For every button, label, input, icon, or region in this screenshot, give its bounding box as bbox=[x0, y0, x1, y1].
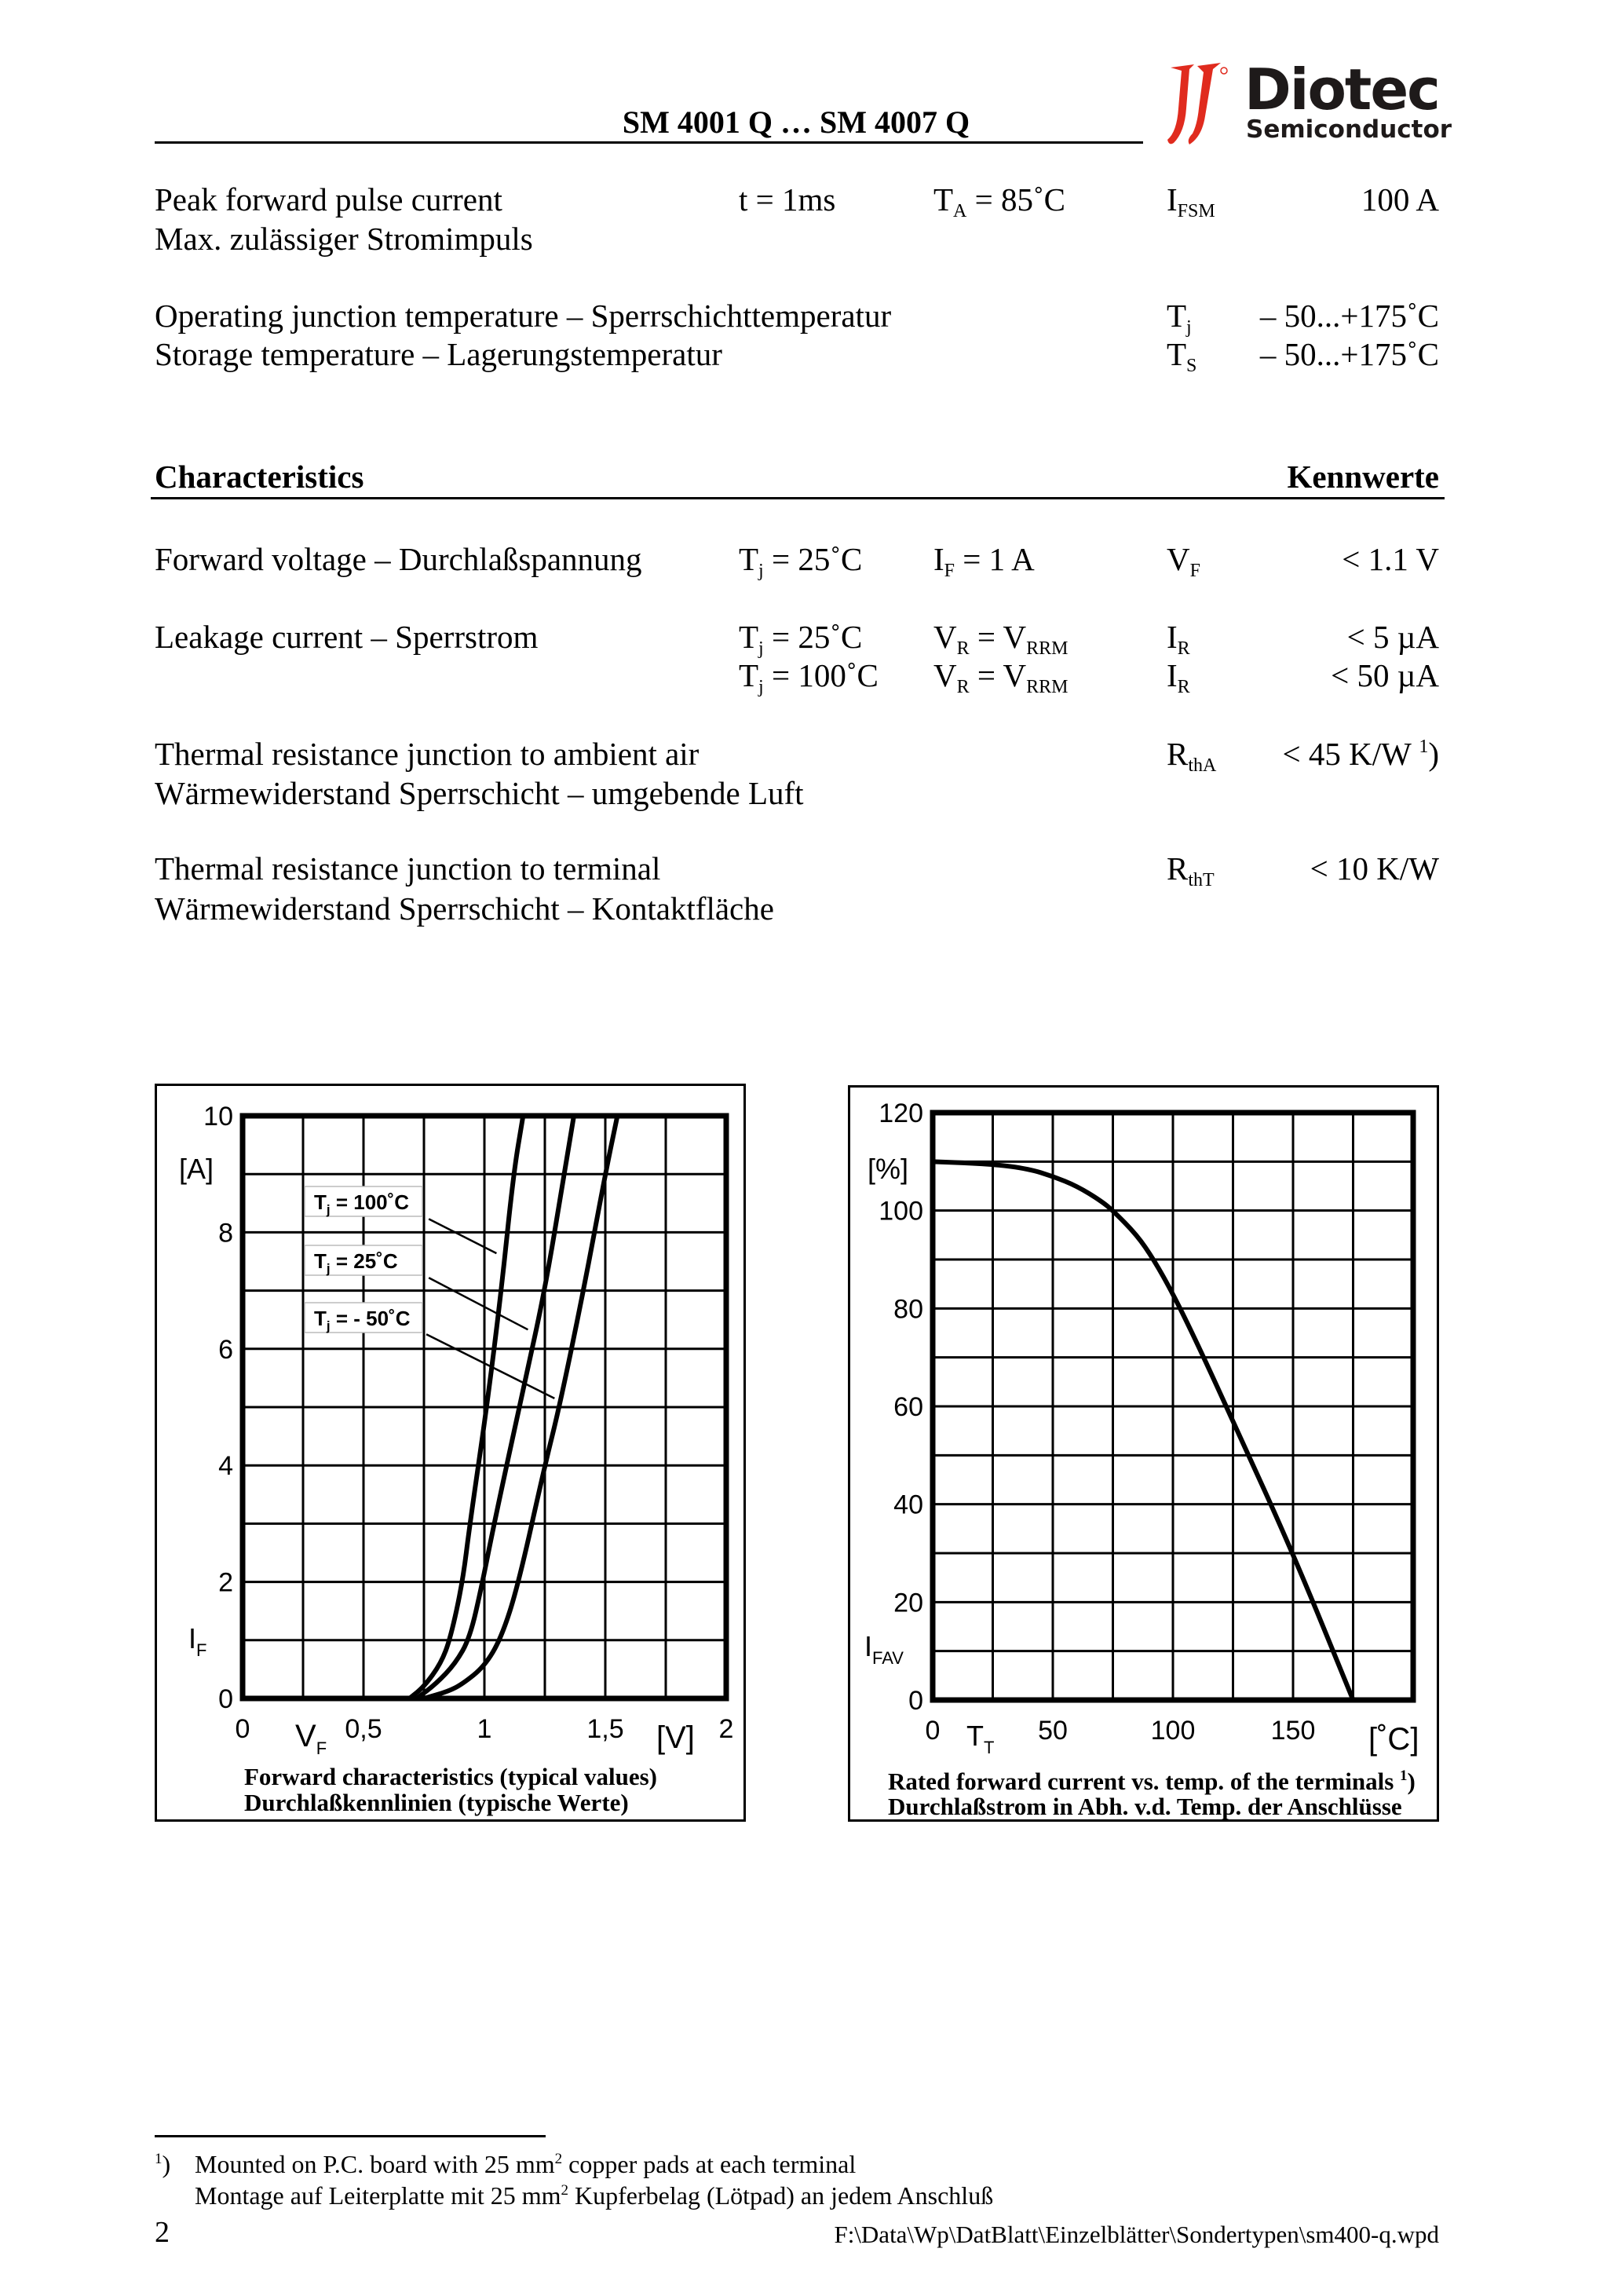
cond-sub: R bbox=[956, 677, 970, 697]
x-tick-label: 2 bbox=[718, 1714, 734, 1744]
char-label-de: Wärmewiderstand Sperrschicht – Kontaktfläche bbox=[155, 890, 774, 927]
symbol-base: T bbox=[1167, 336, 1187, 372]
cond-sub2: RRM bbox=[1026, 638, 1069, 659]
rating-condition-temp bbox=[933, 181, 1066, 221]
char-value: < 1.1 V bbox=[1342, 541, 1439, 577]
rating-label-de: Max. zulässiger Stromimpuls bbox=[155, 221, 533, 257]
symbol-sub: thA bbox=[1188, 755, 1217, 776]
y-tick-label: 80 bbox=[893, 1294, 923, 1325]
symbol-base: I bbox=[1167, 181, 1178, 218]
label-sub: F bbox=[196, 1640, 207, 1660]
superscript: 2 bbox=[561, 2182, 569, 2199]
rating-label-en: Peak forward pulse current bbox=[155, 181, 502, 218]
footnote-line-en bbox=[195, 2152, 856, 2177]
series-label: $T_j$ = - 50˚C bbox=[314, 1307, 411, 1333]
cond-rest: = 25˚C bbox=[763, 541, 863, 577]
cond-base: T bbox=[933, 181, 954, 218]
symbol-base: I bbox=[1167, 657, 1178, 693]
y-axis-unit: [A] bbox=[179, 1153, 214, 1185]
x-tick-label: 100 bbox=[1150, 1716, 1196, 1746]
rating-value: – 50...+175˚C bbox=[1259, 336, 1439, 372]
footnote-close: ) bbox=[162, 2150, 171, 2178]
y-tick-label: 8 bbox=[218, 1218, 233, 1249]
page-number: 2 bbox=[155, 2216, 170, 2249]
diotec-logo bbox=[1166, 57, 1452, 153]
y-axis-label bbox=[864, 1630, 904, 1668]
cond-base: V bbox=[933, 619, 957, 655]
char-label-en: Thermal resistance junction to ambient air bbox=[155, 736, 700, 772]
symbol-base: R bbox=[1167, 736, 1189, 772]
footnote-ref-close: ) bbox=[1407, 1768, 1416, 1795]
char-label-en: Thermal resistance junction to terminal bbox=[155, 850, 661, 887]
x-tick-label: 150 bbox=[1270, 1716, 1316, 1746]
char-cond1 bbox=[739, 657, 879, 697]
page-title: SM 4001 Q … SM 4007 Q bbox=[622, 104, 970, 140]
diotec-logo-mark-icon bbox=[1166, 61, 1229, 148]
rating-symbol bbox=[1167, 298, 1192, 338]
rating-label: Storage temperature – Lagerungstemperatur bbox=[155, 336, 722, 372]
footnote-rule bbox=[155, 2135, 546, 2137]
derating-chart-svg bbox=[850, 1088, 1441, 1824]
symbol-sub: F bbox=[1189, 561, 1200, 581]
series-label: $T_j$ = 100˚C bbox=[314, 1190, 410, 1217]
y-tick-label: 120 bbox=[879, 1099, 923, 1128]
char-cond1 bbox=[739, 619, 863, 659]
label-base: I bbox=[864, 1630, 873, 1662]
text: Mounted on P.C. board with 25 mm bbox=[195, 2150, 555, 2178]
derating-chart bbox=[848, 1085, 1439, 1822]
symbol-sub: j bbox=[1186, 317, 1192, 338]
text: copper pads at each terminal bbox=[562, 2150, 857, 2178]
logo-subtitle: Semiconductor bbox=[1246, 115, 1452, 144]
cond-rest: = 85˚C bbox=[966, 181, 1066, 218]
caption-text: Rated forward current vs. temp. of the terminals bbox=[888, 1768, 1401, 1795]
cond-sub: R bbox=[956, 638, 970, 659]
y-tick-label: 4 bbox=[218, 1451, 233, 1482]
x-tick-label: 0 bbox=[925, 1716, 941, 1746]
symbol-sub: FSM bbox=[1177, 201, 1215, 221]
char-cond1 bbox=[739, 541, 863, 581]
x-tick-label: 50 bbox=[1038, 1716, 1068, 1746]
cond-sub: A bbox=[953, 201, 967, 221]
label-base: T bbox=[966, 1720, 984, 1752]
symbol-sub: thT bbox=[1188, 870, 1215, 890]
footnote-line-de bbox=[195, 2183, 993, 2208]
chart-caption-de: Durchlaßstrom in Abh. v.d. Temp. der Anschlüsse bbox=[888, 1793, 1402, 1820]
x-tick-label: 1,5 bbox=[586, 1714, 624, 1744]
logo-brand: Diotec bbox=[1244, 57, 1439, 122]
char-symbol bbox=[1167, 619, 1190, 659]
y-tick-label: 40 bbox=[893, 1490, 923, 1520]
cond-rest: = 1 A bbox=[955, 541, 1035, 577]
cond-base: V bbox=[933, 657, 957, 693]
label-base: V bbox=[295, 1719, 316, 1753]
symbol-base: V bbox=[1167, 541, 1190, 577]
cond-base: T bbox=[739, 541, 759, 577]
char-label: Forward voltage – Durchlaßspannung bbox=[155, 541, 642, 577]
y-tick-label: 0 bbox=[908, 1686, 923, 1716]
char-value bbox=[1283, 738, 1440, 770]
series-label: $T_j$ = 25˚C bbox=[314, 1249, 398, 1276]
symbol-base: T bbox=[1167, 298, 1187, 334]
forward-characteristics-chart bbox=[155, 1084, 746, 1822]
x-tick-label: 0,5 bbox=[345, 1714, 382, 1744]
x-tick-label: 1 bbox=[477, 1714, 492, 1744]
char-symbol bbox=[1167, 541, 1200, 581]
y-tick-label: 0 bbox=[218, 1684, 233, 1714]
char-cond2 bbox=[933, 541, 1035, 581]
cond-sub: F bbox=[944, 561, 955, 581]
label-sub: FAV bbox=[872, 1648, 904, 1668]
rating-symbol bbox=[1167, 181, 1215, 221]
cond-base: T bbox=[739, 619, 759, 655]
value-text: < 45 K/W bbox=[1282, 736, 1419, 772]
y-tick-label: 20 bbox=[893, 1588, 923, 1618]
forward-chart-svg bbox=[157, 1086, 748, 1824]
char-cond2 bbox=[933, 657, 1069, 697]
footnote-number: 1 bbox=[155, 2151, 163, 2167]
cond-sub: j bbox=[758, 561, 764, 581]
cond-base: T bbox=[739, 657, 759, 693]
chart-caption-en: Forward characteristics (typical values) bbox=[244, 1763, 658, 1790]
section-title-de: Kennwerte bbox=[1287, 459, 1439, 495]
x-tick-label: 0 bbox=[235, 1714, 250, 1744]
series-leader-line bbox=[429, 1219, 496, 1253]
section-title: Characteristics bbox=[155, 459, 364, 495]
cond-mid: = V bbox=[969, 619, 1027, 655]
char-symbol bbox=[1167, 736, 1217, 776]
chart-caption-de: Durchlaßkennlinien (typische Werte) bbox=[244, 1789, 629, 1816]
rating-label: Operating junction temperature – Sperrschichttemperatur bbox=[155, 298, 892, 334]
char-symbol bbox=[1167, 850, 1215, 890]
text: Montage auf Leiterplatte mit 25 mm bbox=[195, 2181, 561, 2210]
label-sub: T bbox=[984, 1738, 995, 1757]
header-rule bbox=[155, 141, 1143, 144]
cond-base: I bbox=[933, 541, 944, 577]
symbol-base: I bbox=[1167, 619, 1178, 655]
y-tick-label: 10 bbox=[203, 1102, 233, 1132]
cond-rest: = 100˚C bbox=[763, 657, 879, 693]
symbol-sub: R bbox=[1177, 638, 1190, 659]
footnote-ref: 1 bbox=[1400, 1768, 1408, 1784]
series-line-0 bbox=[933, 1161, 1353, 1700]
char-value: < 50 µA bbox=[1331, 657, 1439, 693]
cond-sub: j bbox=[758, 638, 764, 659]
rating-symbol bbox=[1167, 336, 1197, 376]
y-tick-label: 100 bbox=[879, 1196, 923, 1227]
footnote-marker bbox=[155, 2152, 170, 2177]
cond-sub: j bbox=[758, 677, 764, 697]
rating-value: 100 A bbox=[1361, 181, 1439, 218]
cond-mid: = V bbox=[969, 657, 1027, 693]
cond-rest: = 25˚C bbox=[763, 619, 863, 655]
file-path: F:\Data\Wp\DatBlatt\Einzelblätter\Sondertypen\sm400-q.wpd bbox=[834, 2221, 1439, 2248]
y-axis-unit: [%] bbox=[868, 1153, 909, 1185]
x-axis-label bbox=[295, 1719, 327, 1758]
symbol-sub: S bbox=[1186, 356, 1197, 376]
symbol-base: R bbox=[1167, 850, 1189, 887]
superscript: 2 bbox=[554, 2151, 563, 2167]
section-rule bbox=[151, 497, 1445, 499]
cond-sub2: RRM bbox=[1026, 677, 1069, 697]
series-leader-line bbox=[429, 1278, 528, 1329]
label-base: I bbox=[188, 1622, 197, 1654]
x-axis-label bbox=[966, 1720, 995, 1757]
footnote-ref-close: ) bbox=[1428, 736, 1439, 772]
x-axis-unit: [˚C] bbox=[1368, 1722, 1419, 1757]
text: Kupferbelag (Lötpad) an jedem Anschluß bbox=[568, 2181, 994, 2210]
rating-condition: t = 1ms bbox=[739, 181, 836, 218]
y-tick-label: 6 bbox=[218, 1334, 233, 1365]
y-tick-label: 60 bbox=[893, 1392, 923, 1422]
label-sub: F bbox=[316, 1738, 327, 1758]
char-label: Leakage current – Sperrstrom bbox=[155, 619, 539, 655]
char-value: < 5 µA bbox=[1346, 619, 1439, 655]
y-tick-label: 2 bbox=[218, 1567, 233, 1598]
symbol-sub: R bbox=[1177, 677, 1190, 697]
chart-caption-en bbox=[888, 1769, 1416, 1793]
char-value: < 10 K/W bbox=[1310, 850, 1439, 887]
char-symbol bbox=[1167, 657, 1190, 697]
rating-value: – 50...+175˚C bbox=[1259, 298, 1439, 334]
footnote-ref: 1 bbox=[1419, 737, 1429, 757]
x-axis-unit: [V] bbox=[656, 1720, 695, 1755]
char-cond2 bbox=[933, 619, 1069, 659]
char-label-de: Wärmewiderstand Sperrschicht – umgebende Luft bbox=[155, 775, 804, 811]
y-axis-label bbox=[188, 1622, 207, 1660]
